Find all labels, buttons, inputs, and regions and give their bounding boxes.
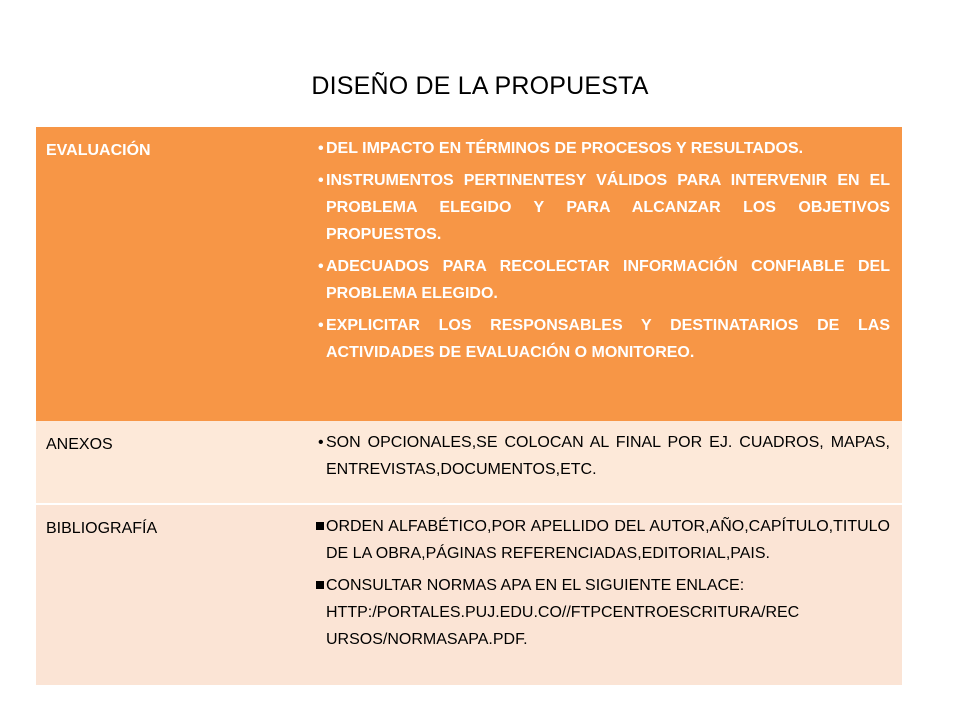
bullet-icon: • bbox=[318, 258, 324, 275]
table-row-bibliografia bbox=[36, 504, 902, 685]
list-item-text: EXPLICITAR LOS RESPONSABLES Y DESTINATARIOS DE LAS ACTIVIDADES DE EVALUACIÓN O MONITOREO. bbox=[326, 317, 890, 361]
list-item bbox=[318, 167, 890, 248]
url-part-2: URSOS/NORMASAPA.PDF. bbox=[326, 631, 528, 648]
list-item-text: DEL IMPACTO EN TÉRMINOS DE PROCESOS Y RESULTADOS. bbox=[326, 140, 804, 157]
list-item-text: CONSULTAR NORMAS APA EN EL SIGUIENTE ENLACE: bbox=[326, 577, 745, 594]
bullet-icon: • bbox=[318, 172, 324, 189]
bullet-icon: • bbox=[318, 317, 324, 334]
list-item-text: SON OPCIONALES,SE COLOCAN AL FINAL POR EJ. CUADROS, MAPAS, ENTREVISTAS,DOCUMENTOS,ETC. bbox=[326, 434, 890, 478]
bullet-icon: • bbox=[318, 434, 324, 451]
row-label: BIBLIOGRAFÍA bbox=[36, 504, 296, 685]
list-item bbox=[318, 312, 890, 366]
square-bullet-icon bbox=[316, 522, 324, 530]
row-content bbox=[296, 504, 902, 685]
row-content bbox=[296, 127, 902, 421]
list-item bbox=[326, 572, 890, 599]
list-item-text: INSTRUMENTOS PERTINENTESY VÁLIDOS PARA INTERVENIR EN EL PROBLEMA ELEGIDO Y PARA ALCANZAR LOS OBJETIVOS PROPUESTOS. bbox=[326, 172, 890, 243]
bullet-icon: • bbox=[318, 140, 324, 157]
row-label: ANEXOS bbox=[36, 421, 296, 504]
url-part-1: HTTP:/PORTALES.PUJ.EDU.CO//FTPCENTROESCRITURA/REC bbox=[326, 604, 800, 621]
row-label: EVALUACIÓN bbox=[36, 127, 296, 421]
square-bullet-icon bbox=[316, 581, 324, 589]
proposal-table bbox=[36, 127, 902, 685]
list-item bbox=[318, 135, 890, 162]
list-item bbox=[318, 253, 890, 307]
list-item-text: ADECUADOS PARA RECOLECTAR INFORMACIÓN CONFIABLE DEL PROBLEMA ELEGIDO. bbox=[326, 258, 890, 302]
slide-title: DISEÑO DE LA PROPUESTA bbox=[311, 72, 649, 100]
list-item-text: ORDEN ALFABÉTICO,POR APELLIDO DEL AUTOR,AÑO,CAPÍTULO,TITULO DE LA OBRA,PÁGINAS REFERENCIADAS,EDITORIAL,PAIS. bbox=[326, 518, 890, 562]
table-row-anexos bbox=[36, 421, 902, 504]
table-row-evaluacion bbox=[36, 127, 902, 421]
list-item bbox=[326, 513, 890, 567]
row-content bbox=[296, 421, 902, 504]
list-item bbox=[318, 429, 890, 483]
reference-url[interactable] bbox=[326, 599, 890, 653]
